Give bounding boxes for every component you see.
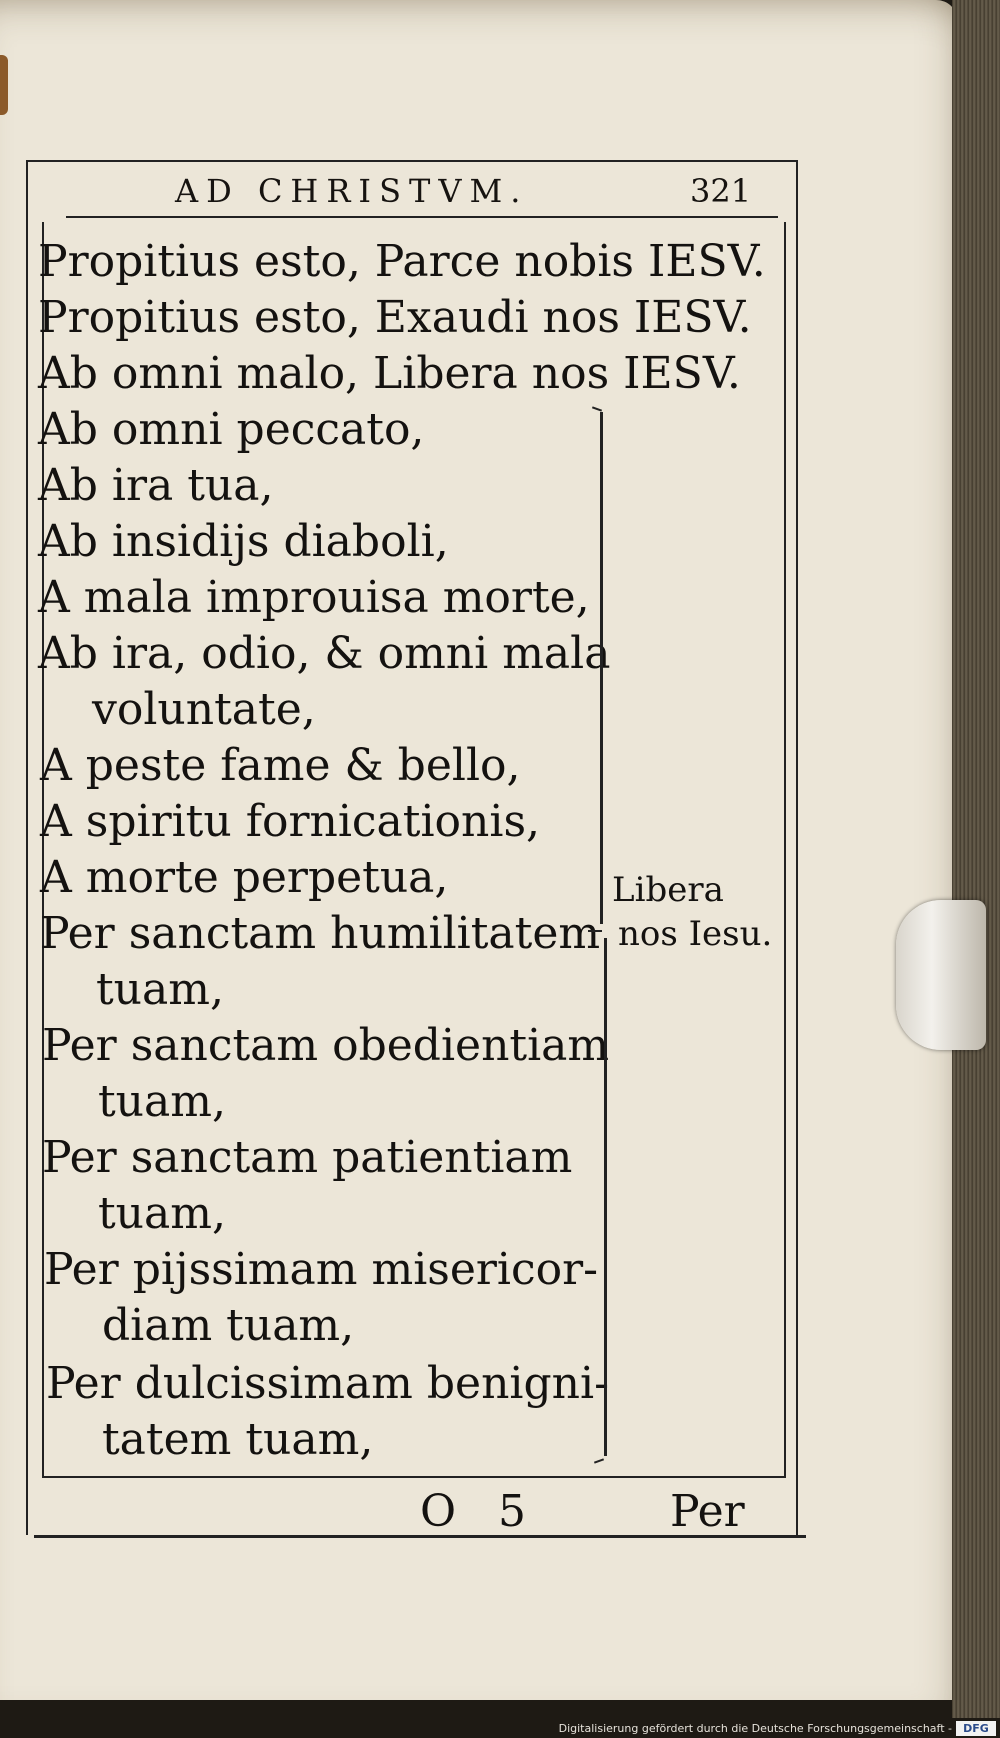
running-head: AD CHRISTVM. bbox=[175, 172, 529, 210]
inner-frame-bottom bbox=[42, 1476, 786, 1478]
text-line: Per sanctam patientiam bbox=[42, 1132, 573, 1183]
text-line: diam tuam, bbox=[102, 1300, 355, 1351]
text-line: A mala improuisa morte, bbox=[38, 572, 590, 623]
text-line: Ab omni peccato, bbox=[38, 404, 425, 455]
text-line: A spiritu fornicationis, bbox=[40, 796, 541, 847]
brace-point bbox=[588, 930, 602, 932]
text-line: tuam, bbox=[96, 964, 224, 1015]
credit-text: Digitalisierung gefördert durch die Deutsche Forschungsgemeinschaft - bbox=[558, 1722, 952, 1735]
text-line: Per pijssimam misericor- bbox=[44, 1244, 599, 1295]
signature-mark: O 5 bbox=[420, 1486, 541, 1537]
dfg-logo: DFG bbox=[956, 1721, 996, 1736]
header-rule bbox=[66, 216, 778, 218]
text-line: Per dulcissimam benigni- bbox=[46, 1358, 609, 1409]
frame-top-rule bbox=[26, 160, 796, 162]
response-line-1: Libera bbox=[612, 870, 724, 910]
text-line: Ab ira tua, bbox=[38, 460, 274, 511]
text-line: tuam, bbox=[98, 1076, 226, 1127]
page-marker bbox=[0, 55, 8, 115]
inner-frame-right bbox=[784, 222, 786, 1477]
text-line: Per sanctam obedientiam bbox=[42, 1020, 610, 1071]
catchword: Per bbox=[670, 1486, 745, 1537]
text-line: Per sanctam humilitatem bbox=[40, 908, 601, 959]
brace-lower bbox=[604, 938, 607, 1456]
text-line: Ab insidijs diaboli, bbox=[38, 516, 449, 567]
page-edges bbox=[952, 0, 1000, 1738]
text-line: Ab ira, odio, & omni mala bbox=[38, 628, 611, 679]
page-number: 321 bbox=[690, 172, 752, 210]
text-line: A morte perpetua, bbox=[40, 852, 449, 903]
text-line: A peste fame & bello, bbox=[40, 740, 521, 791]
text-line: voluntate, bbox=[92, 684, 316, 735]
text-line: Ab omni malo, Libera nos IESV. bbox=[38, 348, 741, 399]
text-line: Propitius esto, Parce nobis IESV. bbox=[38, 236, 766, 287]
text-line: Propitius esto, Exaudi nos IESV. bbox=[38, 292, 752, 343]
text-line: tatem tuam, bbox=[102, 1414, 374, 1465]
response-line-2: nos Iesu. bbox=[618, 914, 773, 954]
brace-upper bbox=[600, 412, 603, 924]
text-line: tuam, bbox=[98, 1188, 226, 1239]
book-clasp bbox=[896, 900, 986, 1050]
